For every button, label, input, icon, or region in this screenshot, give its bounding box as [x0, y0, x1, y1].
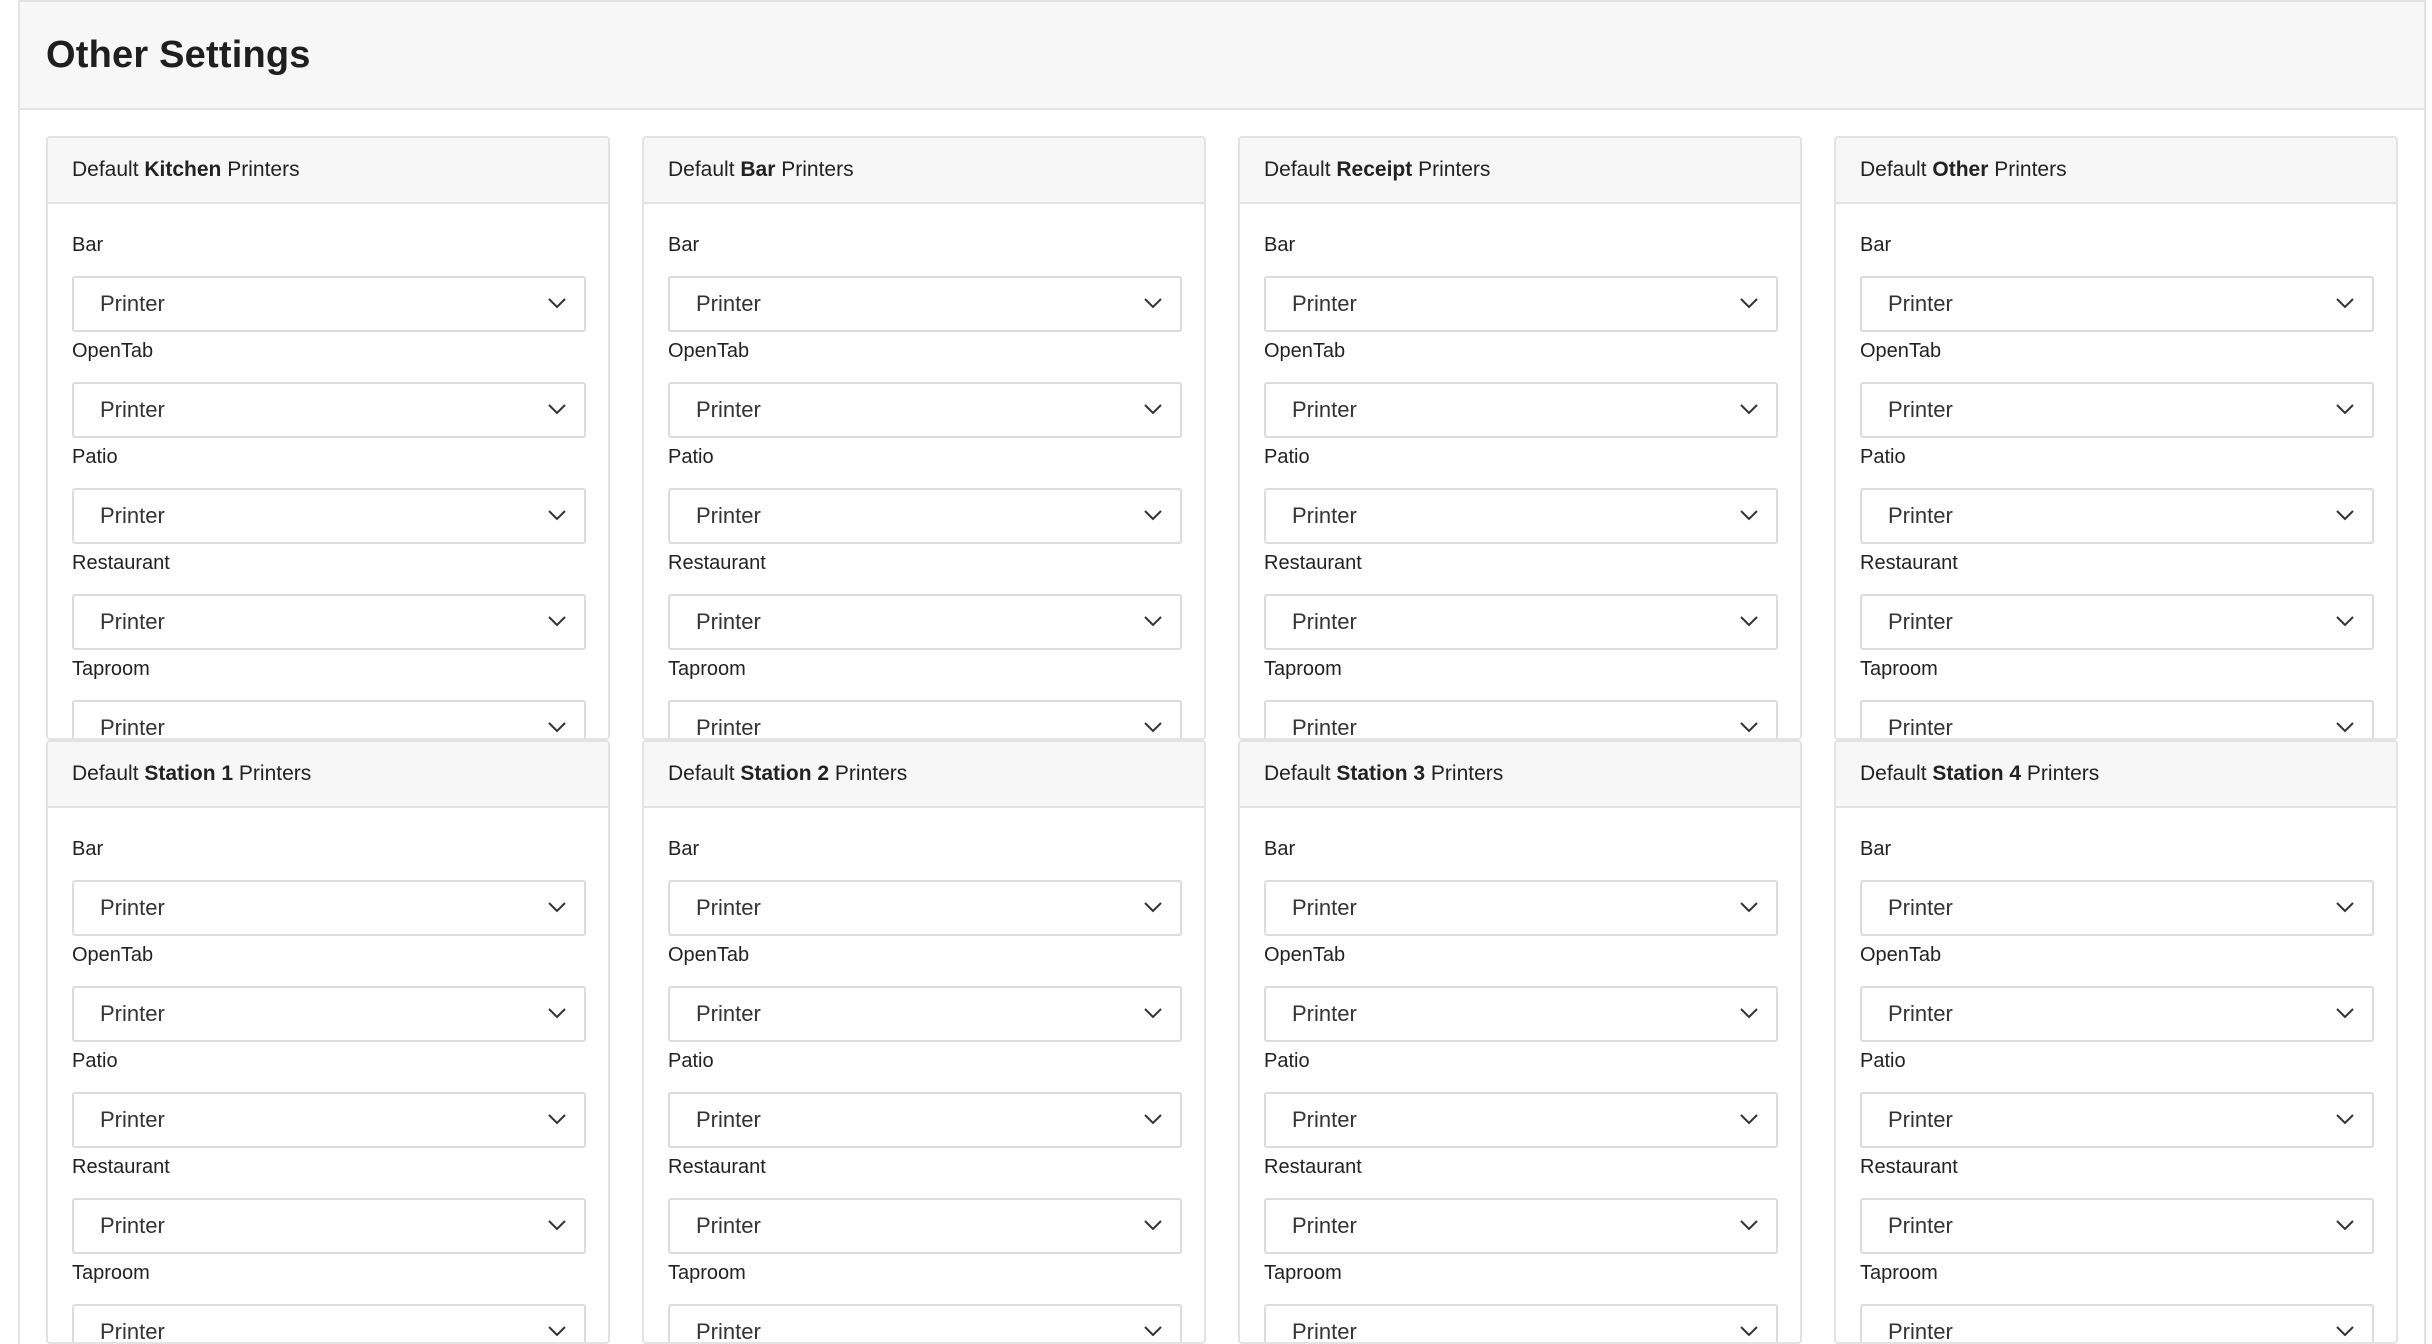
field-label-opentab: OpenTab	[1860, 944, 1942, 966]
field-label-bar: Bar	[668, 234, 700, 256]
select-value: Printer	[1888, 1001, 1953, 1026]
printer-select-taproom[interactable]	[1264, 700, 1778, 740]
printer-select-opentab[interactable]	[1860, 986, 2374, 1042]
chevron-down-icon	[2336, 722, 2354, 733]
select-value: Printer	[100, 715, 165, 740]
card-title-bold: Station 4	[1932, 762, 2022, 785]
chevron-down-icon	[1144, 722, 1162, 733]
card-title-bold: Station 2	[740, 762, 830, 785]
card-body	[1240, 204, 1800, 740]
chevron-down-icon	[1144, 902, 1162, 913]
card-title-bold: Kitchen	[144, 158, 222, 181]
card-title-prefix: Default	[668, 158, 741, 181]
select-value: Printer	[100, 503, 165, 528]
printer-select-patio[interactable]	[1860, 488, 2374, 544]
chevron-down-icon	[1144, 404, 1162, 415]
card-title-prefix: Default	[72, 762, 145, 785]
field-label-patio: Patio	[72, 446, 118, 468]
field-label-opentab: OpenTab	[1264, 944, 1346, 966]
chevron-down-icon	[2336, 1114, 2354, 1125]
field-label-restaurant: Restaurant	[72, 552, 170, 574]
printer-select-opentab[interactable]	[72, 382, 586, 438]
chevron-down-icon	[548, 1220, 566, 1231]
chevron-down-icon	[2336, 510, 2354, 521]
chevron-down-icon	[548, 1326, 566, 1337]
field-label-patio: Patio	[668, 1050, 714, 1072]
card-header	[1836, 138, 2396, 204]
field-label-taproom: Taproom	[72, 1262, 150, 1284]
card-receipt-printers	[1238, 136, 1802, 740]
card-header	[1836, 742, 2396, 808]
field-label-patio: Patio	[1860, 446, 1906, 468]
printer-select-taproom[interactable]	[72, 700, 586, 740]
chevron-down-icon	[1740, 510, 1758, 521]
select-value: Printer	[1888, 1107, 1953, 1132]
chevron-down-icon	[2336, 616, 2354, 627]
printer-select-bar[interactable]	[668, 276, 1182, 332]
field-label-bar: Bar	[72, 234, 104, 256]
chevron-down-icon	[548, 298, 566, 309]
chevron-down-icon	[548, 1114, 566, 1125]
printer-select-bar[interactable]	[72, 276, 586, 332]
field-label-taproom: Taproom	[668, 1262, 746, 1284]
card-title-bold: Station 1	[144, 762, 234, 785]
card-station-3-printers	[1238, 740, 1802, 1344]
printer-select-bar[interactable]	[72, 880, 586, 936]
printer-select-bar[interactable]	[1860, 276, 2374, 332]
printer-select-restaurant[interactable]	[1264, 1198, 1778, 1254]
field-label-restaurant: Restaurant	[1860, 1156, 1958, 1178]
field-label-taproom: Taproom	[1264, 658, 1342, 680]
field-label-taproom: Taproom	[72, 658, 150, 680]
select-value: Printer	[1292, 291, 1357, 316]
chevron-down-icon	[1740, 404, 1758, 415]
field-label-taproom: Taproom	[668, 658, 746, 680]
card-station-2-printers	[642, 740, 1206, 1344]
chevron-down-icon	[2336, 1220, 2354, 1231]
card-title-bold: Other	[1932, 158, 1989, 181]
card-title-bold: Station 3	[1336, 762, 1426, 785]
field-label-bar: Bar	[72, 838, 104, 860]
card-header	[644, 742, 1204, 808]
select-value: Printer	[1888, 1319, 1953, 1344]
chevron-down-icon	[1144, 1326, 1162, 1337]
field-label-restaurant: Restaurant	[1860, 552, 1958, 574]
select-value: Printer	[1888, 715, 1953, 740]
field-label-bar: Bar	[1264, 838, 1296, 860]
chevron-down-icon	[1144, 616, 1162, 627]
printer-select-opentab[interactable]	[1264, 382, 1778, 438]
chevron-down-icon	[1740, 616, 1758, 627]
select-value: Printer	[696, 397, 761, 422]
printer-select-restaurant[interactable]	[72, 594, 586, 650]
card-title-prefix: Default	[1264, 762, 1337, 785]
printer-select-opentab[interactable]	[668, 986, 1182, 1042]
select-value: Printer	[1888, 503, 1953, 528]
chevron-down-icon	[548, 722, 566, 733]
card-body	[1240, 808, 1800, 1344]
printer-select-bar[interactable]	[668, 880, 1182, 936]
select-value: Printer	[696, 503, 761, 528]
printer-select-restaurant[interactable]	[668, 594, 1182, 650]
card-title-suffix: Printers	[221, 158, 300, 181]
card-title-bold: Receipt	[1336, 158, 1413, 181]
field-label-bar: Bar	[1264, 234, 1296, 256]
field-label-restaurant: Restaurant	[72, 1156, 170, 1178]
card-title-suffix: Printers	[1988, 158, 2067, 181]
chevron-down-icon	[1144, 1008, 1162, 1019]
select-value: Printer	[1292, 895, 1357, 920]
printer-select-patio[interactable]	[72, 1092, 586, 1148]
card-title-prefix: Default	[1860, 762, 1933, 785]
select-value: Printer	[696, 291, 761, 316]
card-body	[1836, 204, 2396, 740]
field-label-bar: Bar	[1860, 838, 1892, 860]
printer-select-bar[interactable]	[1860, 880, 2374, 936]
chevron-down-icon	[2336, 298, 2354, 309]
card-body	[1836, 808, 2396, 1344]
printer-select-restaurant[interactable]	[72, 1198, 586, 1254]
printer-select-taproom[interactable]	[72, 1304, 586, 1344]
select-value: Printer	[696, 1319, 761, 1344]
select-value: Printer	[100, 895, 165, 920]
printer-select-patio[interactable]	[668, 488, 1182, 544]
card-title-suffix: Printers	[1425, 762, 1504, 785]
card-header	[1240, 138, 1800, 204]
printer-select-taproom[interactable]	[668, 1304, 1182, 1344]
chevron-down-icon	[1740, 902, 1758, 913]
card-title-prefix: Default	[668, 762, 741, 785]
printer-select-patio[interactable]	[72, 488, 586, 544]
card-header	[48, 742, 608, 808]
printer-select-restaurant[interactable]	[1860, 594, 2374, 650]
select-value: Printer	[1888, 291, 1953, 316]
card-header	[644, 138, 1204, 204]
card-title-bold: Bar	[740, 158, 776, 181]
printer-select-taproom[interactable]	[668, 700, 1182, 740]
field-label-restaurant: Restaurant	[1264, 552, 1362, 574]
select-value: Printer	[1888, 1213, 1953, 1238]
chevron-down-icon	[548, 902, 566, 913]
printer-select-patio[interactable]	[1264, 1092, 1778, 1148]
chevron-down-icon	[1740, 298, 1758, 309]
field-label-restaurant: Restaurant	[1264, 1156, 1362, 1178]
card-station-1-printers	[46, 740, 610, 1344]
printer-select-taproom[interactable]	[1264, 1304, 1778, 1344]
field-label-taproom: Taproom	[1860, 658, 1938, 680]
field-label-patio: Patio	[668, 446, 714, 468]
printer-select-taproom[interactable]	[1860, 700, 2374, 740]
card-title-prefix: Default	[1860, 158, 1933, 181]
select-value: Printer	[696, 895, 761, 920]
select-value: Printer	[696, 1001, 761, 1026]
select-value: Printer	[696, 609, 761, 634]
card-kitchen-printers	[46, 136, 610, 740]
select-value: Printer	[1292, 715, 1357, 740]
chevron-down-icon	[1144, 1220, 1162, 1231]
printer-select-taproom[interactable]	[1860, 1304, 2374, 1344]
field-label-patio: Patio	[72, 1050, 118, 1072]
printer-cards-grid	[46, 136, 2400, 1344]
printer-select-bar[interactable]	[1264, 276, 1778, 332]
printer-select-restaurant[interactable]	[668, 1198, 1182, 1254]
chevron-down-icon	[548, 404, 566, 415]
printer-select-opentab[interactable]	[668, 382, 1182, 438]
select-value: Printer	[100, 1213, 165, 1238]
printer-select-patio[interactable]	[1264, 488, 1778, 544]
select-value: Printer	[100, 609, 165, 634]
field-label-opentab: OpenTab	[72, 340, 154, 362]
card-body	[48, 204, 608, 740]
printer-select-opentab[interactable]	[1860, 382, 2374, 438]
field-label-restaurant: Restaurant	[668, 1156, 766, 1178]
card-title-prefix: Default	[1264, 158, 1337, 181]
select-value: Printer	[1292, 1107, 1357, 1132]
select-value: Printer	[1888, 609, 1953, 634]
printer-select-patio[interactable]	[668, 1092, 1182, 1148]
chevron-down-icon	[1740, 722, 1758, 733]
field-label-taproom: Taproom	[1860, 1262, 1938, 1284]
select-value: Printer	[1292, 609, 1357, 634]
card-body	[48, 808, 608, 1344]
card-title-suffix: Printers	[2021, 762, 2100, 785]
printer-select-restaurant[interactable]	[1264, 594, 1778, 650]
select-value: Printer	[696, 715, 761, 740]
card-title-suffix: Printers	[775, 158, 854, 181]
field-label-opentab: OpenTab	[1860, 340, 1942, 362]
select-value: Printer	[1292, 1001, 1357, 1026]
printer-select-patio[interactable]	[1860, 1092, 2374, 1148]
field-label-opentab: OpenTab	[72, 944, 154, 966]
select-value: Printer	[696, 1107, 761, 1132]
field-label-bar: Bar	[668, 838, 700, 860]
printer-select-opentab[interactable]	[72, 986, 586, 1042]
card-title-suffix: Printers	[829, 762, 908, 785]
chevron-down-icon	[2336, 1008, 2354, 1019]
select-value: Printer	[1888, 397, 1953, 422]
chevron-down-icon	[548, 616, 566, 627]
field-label-restaurant: Restaurant	[668, 552, 766, 574]
chevron-down-icon	[1144, 1114, 1162, 1125]
chevron-down-icon	[548, 510, 566, 521]
field-label-bar: Bar	[1860, 234, 1892, 256]
card-bar-printers	[642, 136, 1206, 740]
card-station-4-printers	[1834, 740, 2398, 1344]
printer-select-opentab[interactable]	[1264, 986, 1778, 1042]
card-body	[644, 204, 1204, 740]
select-value: Printer	[1888, 895, 1953, 920]
select-value: Printer	[696, 1213, 761, 1238]
card-header	[48, 138, 608, 204]
field-label-patio: Patio	[1264, 1050, 1310, 1072]
select-value: Printer	[100, 291, 165, 316]
chevron-down-icon	[2336, 1326, 2354, 1337]
field-label-taproom: Taproom	[1264, 1262, 1342, 1284]
select-value: Printer	[100, 397, 165, 422]
select-value: Printer	[1292, 1213, 1357, 1238]
select-value: Printer	[100, 1107, 165, 1132]
page-title: Other Settings	[46, 33, 311, 76]
field-label-opentab: OpenTab	[668, 340, 750, 362]
chevron-down-icon	[1740, 1008, 1758, 1019]
card-body	[644, 808, 1204, 1344]
chevron-down-icon	[2336, 902, 2354, 913]
card-title-prefix: Default	[72, 158, 145, 181]
card-title-suffix: Printers	[1412, 158, 1491, 181]
printer-select-restaurant[interactable]	[1860, 1198, 2374, 1254]
select-value: Printer	[1292, 397, 1357, 422]
chevron-down-icon	[2336, 404, 2354, 415]
card-header	[1240, 742, 1800, 808]
field-label-opentab: OpenTab	[1264, 340, 1346, 362]
select-value: Printer	[100, 1001, 165, 1026]
select-value: Printer	[1292, 1319, 1357, 1344]
page-header	[20, 2, 2424, 110]
chevron-down-icon	[548, 1008, 566, 1019]
chevron-down-icon	[1740, 1326, 1758, 1337]
card-other-printers	[1834, 136, 2398, 740]
card-title-suffix: Printers	[233, 762, 312, 785]
field-label-patio: Patio	[1860, 1050, 1906, 1072]
select-value: Printer	[1292, 503, 1357, 528]
chevron-down-icon	[1740, 1114, 1758, 1125]
chevron-down-icon	[1144, 298, 1162, 309]
field-label-opentab: OpenTab	[668, 944, 750, 966]
field-label-patio: Patio	[1264, 446, 1310, 468]
chevron-down-icon	[1144, 510, 1162, 521]
chevron-down-icon	[1740, 1220, 1758, 1231]
select-value: Printer	[100, 1319, 165, 1344]
printer-select-bar[interactable]	[1264, 880, 1778, 936]
settings-page	[18, 0, 2426, 1344]
